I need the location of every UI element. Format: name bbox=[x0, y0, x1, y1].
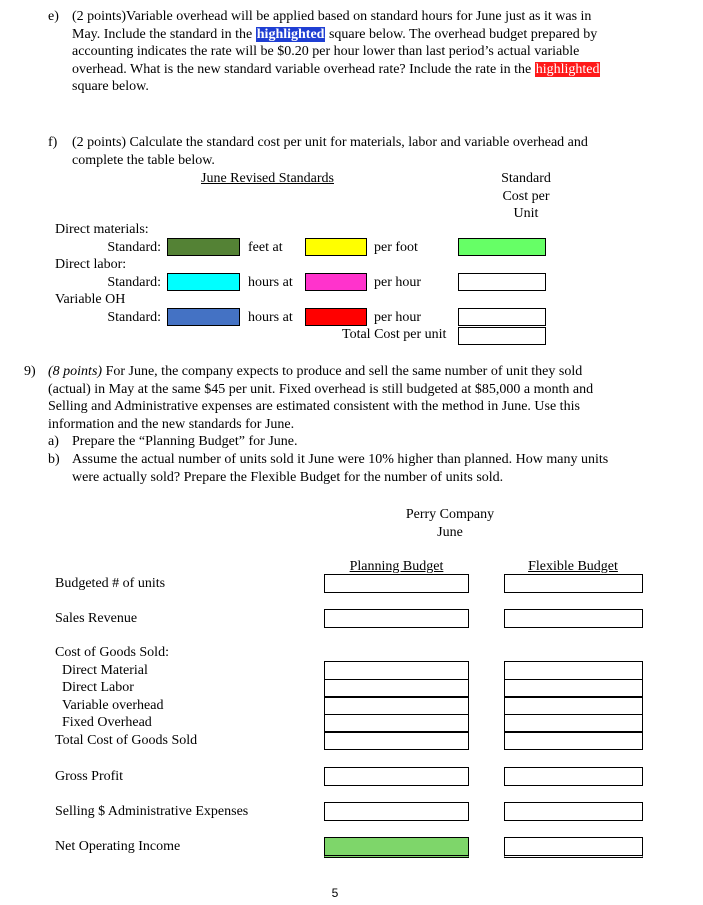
voh-cost-box[interactable] bbox=[458, 308, 546, 326]
label-gross-profit: Gross Profit bbox=[55, 769, 124, 784]
flexible-dm-box[interactable] bbox=[504, 661, 643, 680]
label-selling-admin: Selling $ Administrative Expenses bbox=[55, 804, 249, 819]
voh-qty-unit: hours at bbox=[248, 310, 293, 325]
row-label-labor: Standard: bbox=[107, 275, 161, 290]
category-direct-materials: Direct materials: bbox=[55, 222, 149, 237]
part-f-text bbox=[72, 134, 692, 169]
part-e-line-5: square below. bbox=[72, 79, 149, 94]
flexible-gross-profit-box[interactable] bbox=[504, 767, 643, 786]
flexible-sales-box[interactable] bbox=[504, 609, 643, 628]
labor-qty-unit: hours at bbox=[248, 275, 293, 290]
label-direct-labor: Direct Labor bbox=[62, 680, 134, 695]
total-cost-label: Total Cost per unit bbox=[342, 327, 447, 342]
part-e-line-4: overhead. What is the new standard variable overhead rate? Include the rate in the highlighted bbox=[72, 61, 600, 77]
labor-rate-box[interactable] bbox=[305, 273, 367, 291]
q9-line-2: (actual) in May at the same $45 per unit. Fixed overhead is still budgeted at $85,000 a month and bbox=[48, 381, 594, 397]
highlighted-word-red: highlighted bbox=[535, 61, 600, 77]
q9-line-3: Selling and Administrative expenses are estimated consistent with the method in June. Use this bbox=[48, 399, 580, 414]
row-label-voh: Standard: bbox=[107, 310, 161, 325]
part-e-line-2: May. Include the standard in the highlighted square below. The overhead budget prepared by bbox=[72, 26, 598, 42]
flexible-budget-header: Flexible Budget bbox=[528, 559, 618, 574]
planning-dm-box[interactable] bbox=[324, 661, 469, 680]
q9a-label: a) bbox=[48, 434, 59, 449]
labor-cost-box[interactable] bbox=[458, 273, 546, 291]
q9-text bbox=[48, 363, 688, 433]
planning-net-income-box[interactable] bbox=[324, 837, 469, 858]
planning-gross-profit-box[interactable] bbox=[324, 767, 469, 786]
label-direct-material: Direct Material bbox=[62, 663, 148, 678]
std-cost-header: Standard Cost per Unit bbox=[501, 171, 551, 221]
materials-qty-unit: feet at bbox=[248, 240, 283, 255]
voh-rate-box[interactable] bbox=[305, 308, 367, 326]
planning-voh-box[interactable] bbox=[324, 696, 469, 715]
label-variable-overhead: Variable overhead bbox=[62, 698, 164, 713]
materials-rate-unit: per foot bbox=[374, 240, 418, 255]
q9-line-1: (8 points) For June, the company expects to produce and sell the same number of unit they sold bbox=[48, 364, 583, 379]
part-e-line-1: (2 points)Variable overhead will be applied based on standard hours for June just as it was in bbox=[72, 9, 592, 24]
highlighted-word-blue: highlighted bbox=[256, 26, 325, 42]
flexible-total-cogs-box[interactable] bbox=[504, 731, 643, 750]
planning-total-cogs-box[interactable] bbox=[324, 731, 469, 750]
materials-cost-box[interactable] bbox=[458, 238, 546, 256]
part-e-text bbox=[72, 8, 692, 96]
flexible-sa-box[interactable] bbox=[504, 802, 643, 821]
q9b-label: b) bbox=[48, 452, 60, 467]
budget-month: June bbox=[437, 525, 463, 540]
part-f-line-1: (2 points) Calculate the standard cost per unit for materials, labor and variable overhead and bbox=[72, 135, 588, 150]
part-f-line-2: complete the table below. bbox=[72, 152, 215, 168]
total-cost-box[interactable] bbox=[458, 327, 546, 345]
label-total-cogs: Total Cost of Goods Sold bbox=[55, 733, 198, 748]
materials-quantity-box[interactable] bbox=[167, 238, 240, 256]
category-variable-oh: Variable OH bbox=[55, 292, 126, 307]
label-cogs-header: Cost of Goods Sold: bbox=[55, 645, 169, 660]
q9b-text: Assume the actual number of units sold it June were 10% higher than planned. How many units were actually sold? Prepare the Flexible Budget for the number of units sold. bbox=[72, 452, 609, 485]
label-budgeted-units: Budgeted # of units bbox=[55, 576, 166, 591]
planning-sa-box[interactable] bbox=[324, 802, 469, 821]
planning-budget-header: Planning Budget bbox=[349, 559, 444, 574]
q9-number: 9) bbox=[24, 364, 36, 379]
voh-quantity-box[interactable] bbox=[167, 308, 240, 326]
label-net-income: Net Operating Income bbox=[55, 839, 181, 854]
row-label-materials: Standard: bbox=[107, 240, 161, 255]
part-e-label: e) bbox=[48, 9, 59, 24]
labor-quantity-box[interactable] bbox=[167, 273, 240, 291]
q9a-text: Prepare the “Planning Budget” for June. bbox=[72, 434, 298, 449]
label-sales-revenue: Sales Revenue bbox=[55, 611, 138, 626]
flexible-net-income-box[interactable] bbox=[504, 837, 643, 858]
q9-line-4: information and the new standards for June. bbox=[48, 416, 295, 432]
table-title: June Revised Standards bbox=[201, 171, 334, 186]
planning-sales-box[interactable] bbox=[324, 609, 469, 628]
flexible-voh-box[interactable] bbox=[504, 696, 643, 715]
materials-rate-box[interactable] bbox=[305, 238, 367, 256]
flexible-units-box[interactable] bbox=[504, 574, 643, 593]
labor-rate-unit: per hour bbox=[374, 275, 422, 290]
category-direct-labor: Direct labor: bbox=[55, 257, 127, 272]
part-f-label: f) bbox=[48, 135, 58, 150]
voh-rate-unit: per hour bbox=[374, 310, 422, 325]
part-e-line-3: accounting indicates the rate will be $0.20 per hour lower than last period’s actual variable bbox=[72, 44, 580, 59]
label-fixed-overhead: Fixed Overhead bbox=[62, 715, 152, 730]
page-number: 5 bbox=[331, 886, 339, 900]
company-name: Perry Company bbox=[405, 507, 495, 522]
planning-units-box[interactable] bbox=[324, 574, 469, 593]
